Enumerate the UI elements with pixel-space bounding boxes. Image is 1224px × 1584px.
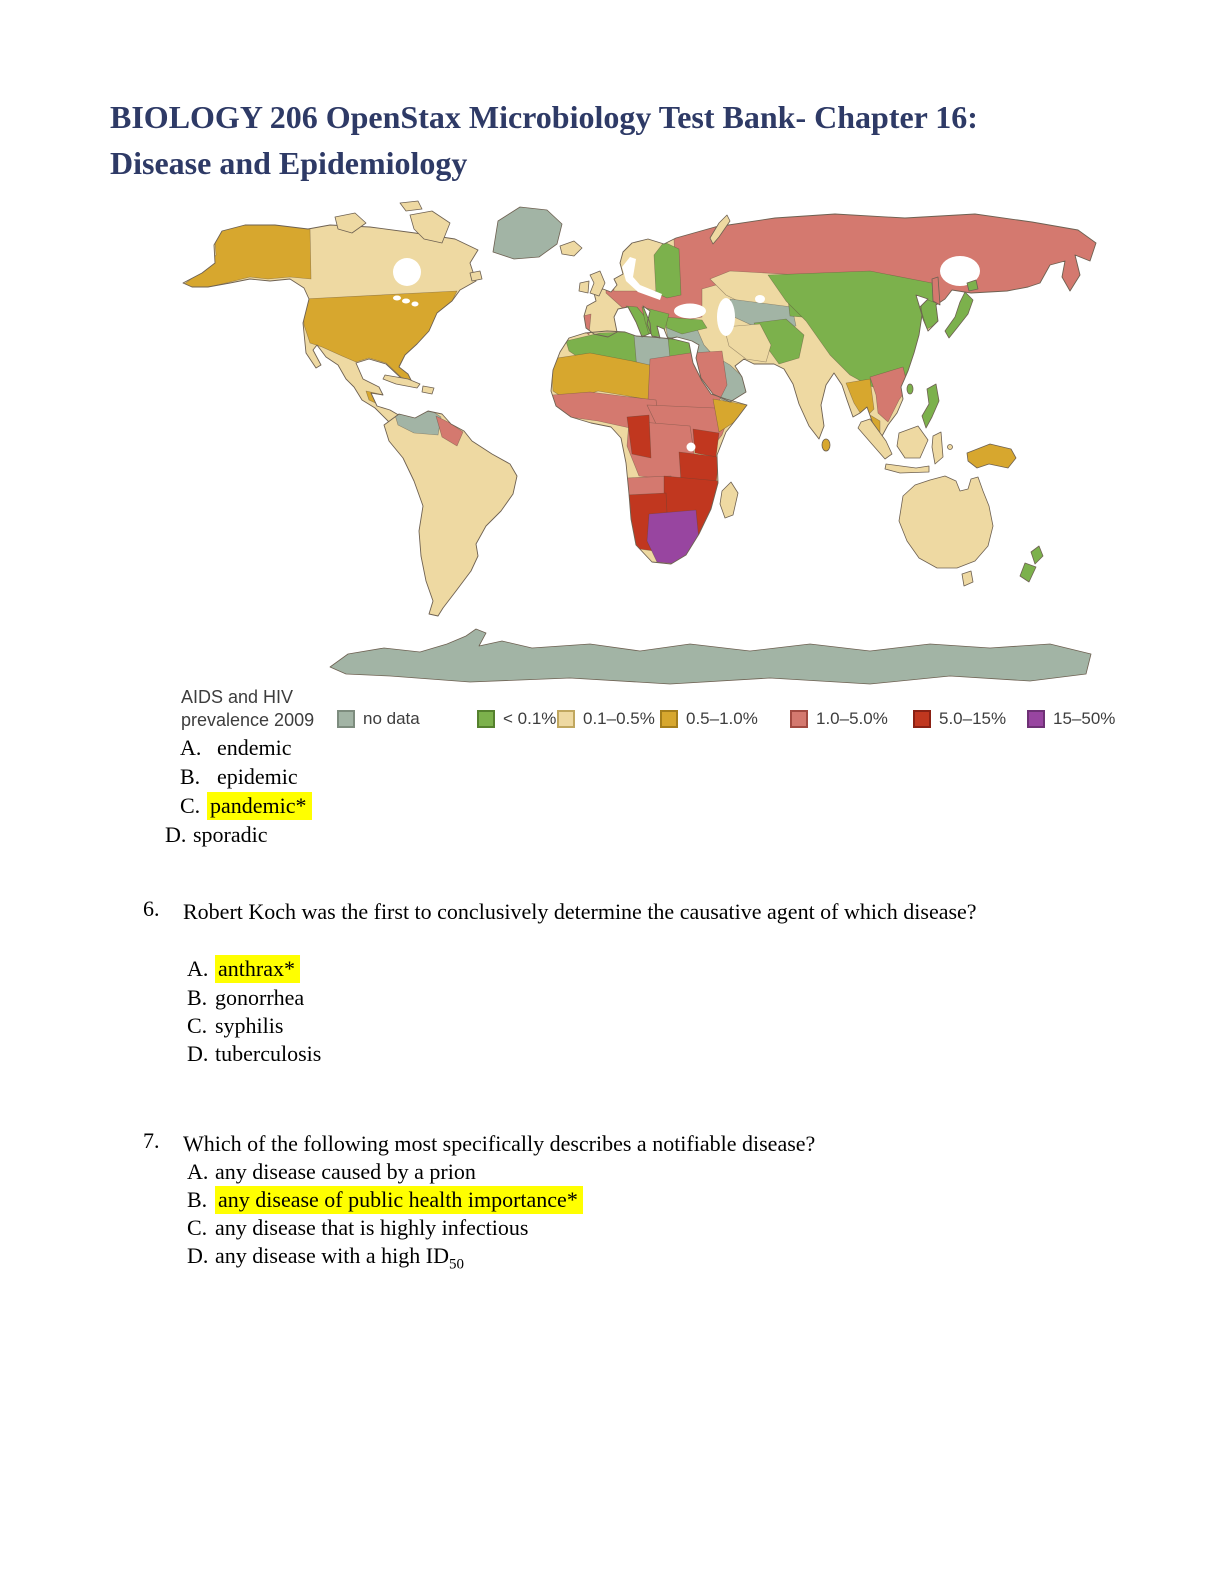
map-region-hispaniola — [422, 386, 434, 394]
question-number: 6. — [143, 896, 160, 921]
answer-option-d — [187, 1243, 464, 1273]
map-region-madagascar — [720, 482, 738, 518]
option-label: any disease caused by a prion — [215, 1159, 476, 1184]
map-region-new-zealand-north — [1031, 546, 1043, 564]
option-letter: B. — [187, 1187, 208, 1212]
answer-option-c — [187, 1013, 283, 1039]
legend-label: 0.5–1.0% — [686, 709, 758, 728]
legend-label: 0.1–0.5% — [583, 709, 655, 728]
answer-option-a — [187, 1159, 476, 1185]
question-7 — [143, 1128, 1103, 1288]
option-label: tuberculosis — [215, 1041, 322, 1066]
map-region-moluccas — [948, 445, 953, 450]
map-region-south-africa — [647, 510, 699, 564]
map-region-australia — [899, 476, 993, 568]
map-region-taiwan — [907, 384, 913, 394]
map-region-sulawesi — [932, 432, 943, 464]
legend-item-lt-0-1 — [477, 709, 556, 729]
question-text: Robert Koch was the first to conclusively determine the causative agent of which disease? — [183, 899, 977, 924]
option-label: sporadic — [193, 822, 268, 847]
legend-label: 15–50% — [1053, 709, 1116, 728]
caspian-sea — [717, 298, 735, 336]
legend-item-no-data — [337, 709, 420, 729]
hudson-bay — [393, 258, 421, 286]
option-letter: D. — [187, 1243, 209, 1268]
option-label: endemic — [217, 735, 292, 760]
map-caption-line1: AIDS and HIV — [181, 687, 294, 707]
legend-label: < 0.1% — [503, 709, 557, 728]
legend-swatch-0-1-0-5 — [557, 710, 575, 728]
black-sea — [674, 304, 706, 319]
question-text: Which of the following most specifically describes a notifiable disease? — [183, 1131, 816, 1156]
map-region-borneo — [897, 426, 928, 458]
option-letter: B. — [180, 764, 201, 789]
option-letter: D. — [187, 1041, 209, 1066]
map-region-ireland — [579, 281, 589, 293]
world-map-figure — [170, 195, 1120, 695]
option-label-subscript: 50 — [449, 1256, 464, 1273]
great-lakes — [393, 296, 401, 301]
map-region-kenya — [693, 429, 719, 457]
legend-item-1-0-5-0 — [790, 709, 888, 729]
option-letter: C. — [180, 793, 201, 818]
option-label-highlighted: anthrax* — [215, 955, 300, 983]
answer-option-d — [187, 1041, 321, 1067]
question-number: 7. — [143, 1128, 160, 1153]
map-region-ellesmere — [400, 201, 422, 211]
option-letter: C. — [187, 1013, 208, 1038]
legend-swatch-5-0-15 — [913, 710, 931, 728]
map-region-portugal — [582, 314, 591, 335]
option-label: any disease with a high ID — [215, 1243, 449, 1268]
option-label: any disease that is highly infectious — [215, 1215, 529, 1240]
legend-item-0-5-1-0 — [660, 709, 758, 729]
map-region-tasmania — [962, 571, 973, 586]
map-region-greenland — [493, 207, 562, 259]
map-caption-line2: prevalence 2009 — [181, 710, 315, 730]
map-region-philippines — [922, 384, 939, 428]
great-lakes — [402, 299, 410, 304]
map-caption — [181, 686, 341, 732]
option-letter: A. — [187, 1159, 209, 1184]
legend-label: 1.0–5.0% — [816, 709, 888, 728]
map-region-iceland — [560, 241, 582, 256]
page-title-line1: BIOLOGY 206 OpenStax Microbiology Test Bank- Chapter 16: — [110, 99, 978, 135]
legend-swatch-15-50 — [1027, 710, 1045, 728]
legend-item-15-50 — [1027, 709, 1115, 729]
map-region-java — [885, 464, 929, 473]
map-region-finland-baltics — [654, 242, 681, 298]
option-letter: A. — [187, 956, 209, 981]
lake-victoria — [687, 443, 696, 452]
legend-swatch-1-0-5-0 — [790, 710, 808, 728]
map-region-new-zealand-south — [1020, 563, 1036, 582]
answer-option-b — [180, 764, 298, 790]
option-label-highlighted: pandemic* — [207, 792, 312, 820]
option-label: syphilis — [215, 1013, 284, 1038]
map-region-sri-lanka — [822, 439, 830, 451]
page-title-line2: Disease and Epidemiology — [110, 145, 468, 181]
great-lakes — [412, 302, 419, 307]
option-letter: C. — [187, 1215, 208, 1240]
map-region-new-guinea — [967, 444, 1016, 468]
answer-option-a — [180, 735, 292, 761]
option-letter: A. — [180, 735, 202, 760]
map-region-antarctica — [330, 629, 1091, 684]
legend-label: 5.0–15% — [939, 709, 1007, 728]
option-letter: B. — [187, 985, 208, 1010]
map-region-usa — [303, 291, 457, 381]
legend-item-0-1-0-5 — [557, 709, 655, 729]
option-label-highlighted: any disease of public health importance* — [215, 1186, 583, 1214]
answer-option-c — [187, 1215, 528, 1241]
world-map — [170, 195, 1120, 695]
answer-option-b — [187, 985, 304, 1011]
map-region-newfoundland — [470, 271, 482, 281]
option-label: gonorrhea — [215, 985, 305, 1010]
answer-option-c-correct — [180, 793, 312, 819]
page-title — [110, 94, 1170, 186]
legend-item-5-0-15 — [913, 709, 1006, 729]
answer-option-d — [165, 822, 268, 848]
answer-option-b-correct — [187, 1187, 583, 1213]
legend-label: no data — [363, 709, 420, 728]
legend-swatch-no-data — [337, 710, 355, 728]
option-label: epidemic — [217, 764, 298, 789]
map-region-japan — [945, 292, 973, 338]
answer-option-a-correct — [187, 956, 300, 982]
legend-swatch-lt-0-1 — [477, 710, 495, 728]
aral-sea — [755, 295, 765, 303]
question-6 — [143, 896, 1103, 1076]
option-letter: D. — [165, 822, 187, 847]
legend-swatch-0-5-1-0 — [660, 710, 678, 728]
